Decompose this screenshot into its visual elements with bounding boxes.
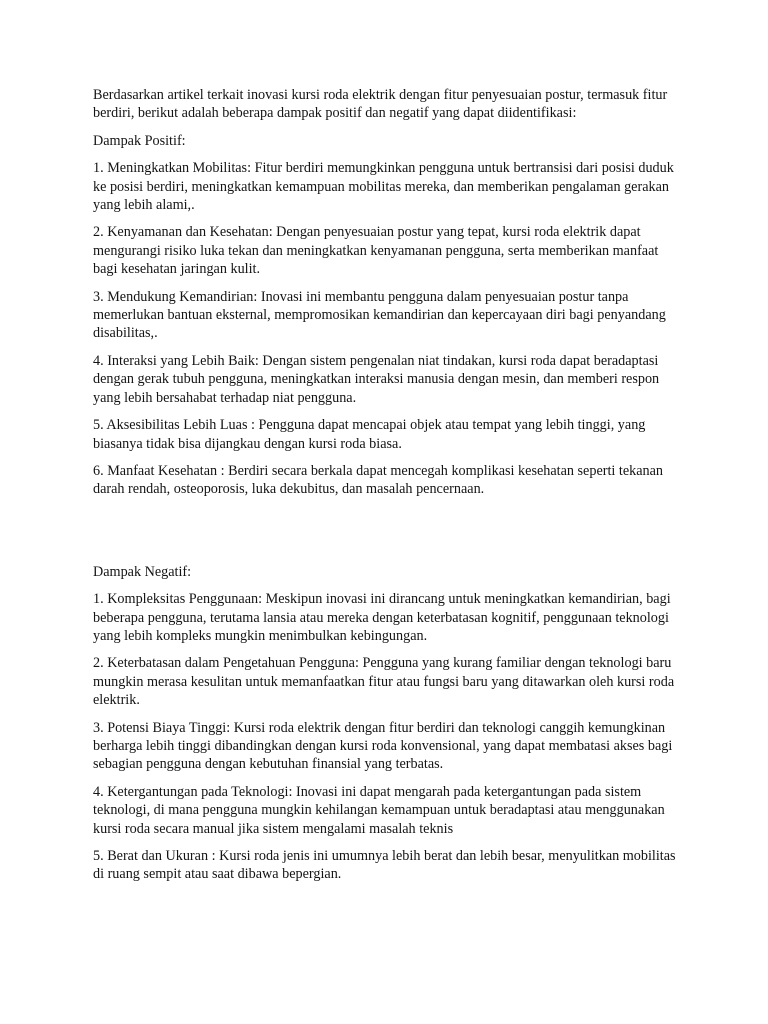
positive-item: 5. Aksesibilitas Lebih Luas : Pengguna dapat mencapai objek atau tempat yang lebih tinggi, yang biasanya tidak bisa dijangkau dengan kursi roda biasa. — [93, 417, 646, 452]
positive-section — [93, 132, 683, 499]
positive-item: 4. Interaksi yang Lebih Baik: Dengan sistem pengenalan niat tindakan, kursi roda dapat beradaptasi dengan gerak tubuh pengguna, meningkatkan interaksi manusia dengan mesin, dan memberi respon yang lebih bersahabat terhadap niat pengguna. — [93, 352, 660, 406]
negative-heading: Dampak Negatif: — [93, 563, 192, 580]
document-page — [93, 86, 683, 893]
negative-item: 3. Potensi Biaya Tinggi: Kursi roda elektrik dengan fitur berdiri dan teknologi canggih kemungkinan berharga lebih tinggi dibandingkan dengan kursi roda konvensional, yang dapat membatasi akses bagi sebagian pengguna dengan kebutuhan finansial yang terbatas. — [93, 719, 673, 773]
positive-list — [93, 159, 683, 499]
positive-item: 6. Manfaat Kesehatan : Berdiri secara berkala dapat mencegah komplikasi kesehatan seperti tekanan darah rendah, osteoporosis, luka dekubitus, dan masalah pencernaan. — [93, 462, 664, 498]
section-spacer — [93, 508, 683, 563]
negative-item: 2. Keterbatasan dalam Pengetahuan Pengguna: Pengguna yang kurang familiar dengan teknologi baru mungkin merasa kesulitan untuk memanfaatkan fitur atau fungsi baru yang ditawarkan oleh kursi roda elektrik. — [93, 655, 675, 709]
positive-item: 2. Kenyamanan dan Kesehatan: Dengan penyesuaian postur yang tepat, kursi roda elektrik dapat mengurangi risiko luka tekan dan meningkatkan kenyamanan pengguna, serta memberikan manfaat bagi kesehatan jaringan kulit. — [93, 224, 659, 278]
intro-paragraph: Berdasarkan artikel terkait inovasi kursi roda elektrik dengan fitur penyesuaian postur, termasuk fitur berdiri, berikut adalah beberapa dampak positif dan negatif yang dapat diidentifikasi: — [93, 87, 668, 122]
negative-list — [93, 590, 683, 884]
negative-item: 1. Kompleksitas Penggunaan: Meskipun inovasi ini dirancang untuk meningkatkan kemandirian, bagi beberapa pengguna, terutama lansia atau mereka dengan keterbatasan kognitif, penggunaan teknologi yang lebih kompleks mungkin menimbulkan kebingungan. — [93, 591, 671, 644]
positive-item: 3. Mendukung Kemandirian: Inovasi ini membantu pengguna dalam penyesuaian postur tanpa memerlukan bantuan eksternal, mempromosikan kemandirian dan kepercayaan diri bagi penyandang disabilitas,. — [93, 288, 666, 342]
positive-item: 1. Meningkatkan Mobilitas: Fitur berdiri memungkinkan pengguna untuk bertransisi dari posisi duduk ke posisi berdiri, meningkatkan kemampuan mobilitas mereka, dan memberikan pengalaman gerakan yang lebih alami,. — [93, 160, 674, 214]
positive-heading: Dampak Positif: — [93, 132, 186, 149]
negative-item: 5. Berat dan Ukuran : Kursi roda jenis ini umumnya lebih berat dan lebih besar, menyulitkan mobilitas di ruang sempit atau saat dibawa bepergian. — [93, 848, 676, 883]
negative-section — [93, 563, 683, 884]
negative-item: 4. Ketergantungan pada Teknologi: Inovasi ini dapat mengarah pada ketergantungan pada sistem teknologi, di mana pengguna mungkin kehilangan kemampuan untuk beradaptasi atau menggunakan kursi roda secara manual jika sistem mengalami masalah teknis — [93, 783, 665, 837]
